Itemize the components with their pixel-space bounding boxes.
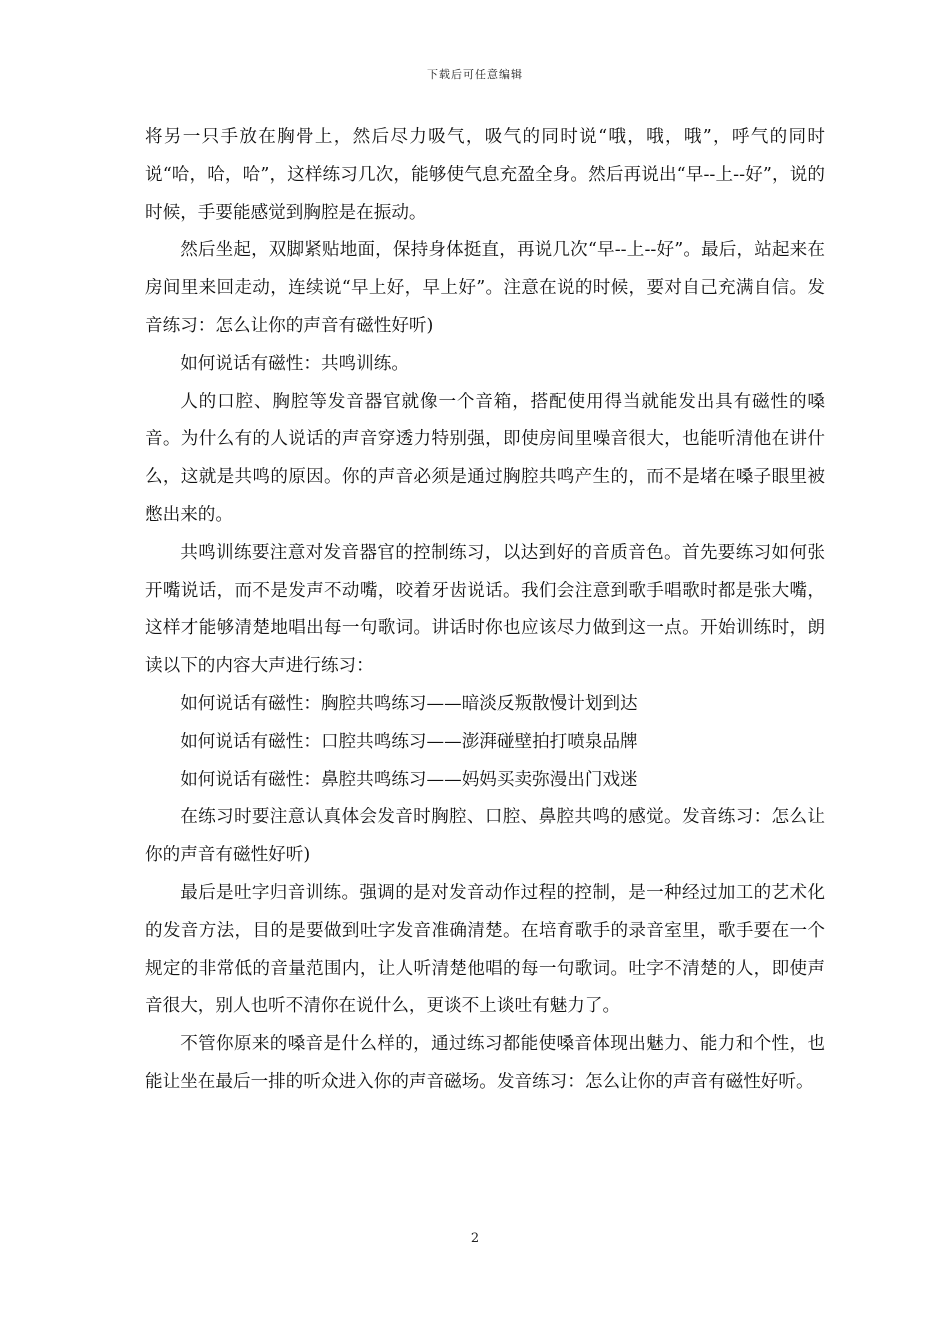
paragraph: 在练习时要注意认真体会发音时胸腔、口腔、鼻腔共鸣的感觉。发音练习：怎么让你的声音有磁性好听) [145,807,825,866]
paragraph: 最后是吐字归音训练。强调的是对发音动作过程的控制，是一种经过加工的艺术化的发音方法，目的是要做到吐字发音准确清楚。在培育歌手的录音室里，歌手要在一个规定的非常低的音量范围内，让人听清楚他唱的每一句歌词。吐字不清楚的人，即使声音很大，别人也听不清你在说什么，更谈不上谈吐有魅力了。 [145,882,825,1017]
paragraph: 如何说话有磁性：口腔共鸣练习——澎湃碰壁拍打喷泉品牌 [180,731,638,752]
paragraph: 如何说话有磁性：胸腔共鸣练习——暗淡反叛散慢计划到达 [180,693,638,714]
paragraph: 不管你原来的嗓音是什么样的，通过练习都能使嗓音体现出魅力、能力和个性，也能让坐在最后一排的听众进入你的声音磁场。发音练习：怎么让你的声音有磁性好听。 [145,1034,825,1092]
paragraph: 如何说话有磁性：共鸣训练。 [180,353,409,374]
document-body [145,119,825,1102]
paragraph: 如何说话有磁性：鼻腔共鸣练习——妈妈买卖弥漫出门戏迷 [180,769,638,790]
paragraph: 共鸣训练要注意对发音器官的控制练习，以达到好的音质音色。首先要练习如何张开嘴说话，而不是发声不动嘴，咬着牙齿说话。我们会注意到歌手唱歌时都是张大嘴，这样才能够清楚地唱出每一句歌词。讲话时你也应该尽力做到这一点。开始训练时，朗读以下的内容大声进行练习： [145,542,825,677]
page-number: 2 [470,1231,480,1246]
paragraph: 然后坐起，双脚紧贴地面，保持身体挺直，再说几次“早--上--好”。最后，站起来在房间里来回走动，连续说“早上好，早上好”。注意在说的时候，要对自己充满自信。发音练习：怎么让你的声音有磁性好听) [145,240,825,336]
page-header: 下载后可任意编辑 [427,68,523,81]
paragraph: 人的口腔、胸腔等发音器官就像一个音箱，搭配使用得当就能发出具有磁性的嗓音。为什么有的人说话的声音穿透力特别强，即使房间里噪音很大，也能听清他在讲什么，这就是共鸣的原因。你的声音必须是通过胸腔共鸣产生的，而不是堵在嗓子眼里被憋出来的。 [145,391,825,525]
paragraph: 将另一只手放在胸骨上，然后尽力吸气，吸气的同时说“哦，哦，哦”，呼气的同时说“哈，哈，哈”，这样练习几次，能够使气息充盈全身。然后再说出“早--上--好”，说的时候，手要能感觉到胸腔是在振动。 [145,127,825,223]
